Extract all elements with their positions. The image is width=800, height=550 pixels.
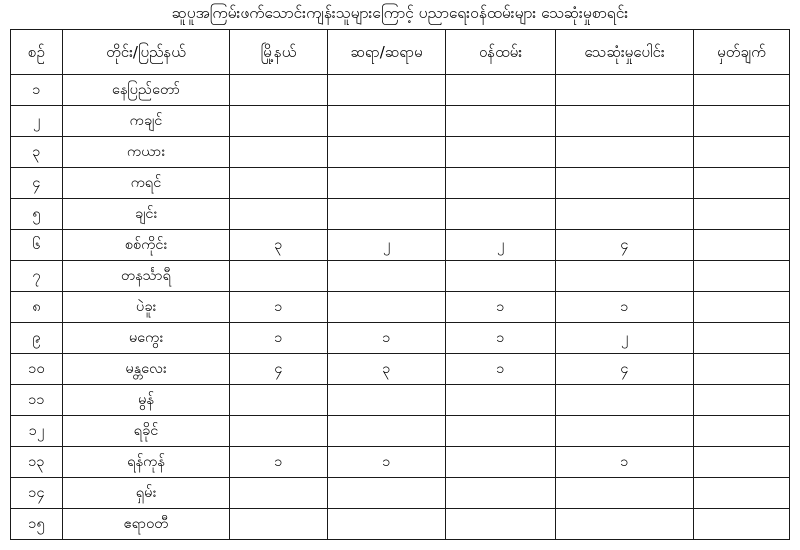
cell-total (556, 106, 694, 137)
cell-teachers (328, 509, 446, 540)
column-header-teachers: ဆရာ/ဆရာမ (328, 30, 446, 75)
cell-township: ၁ (230, 447, 328, 478)
cell-region: ဧရာဝတီ (63, 509, 230, 540)
cell-township (230, 168, 328, 199)
cell-total: ၁ (556, 292, 694, 323)
cell-region: ရခိုင် (63, 416, 230, 447)
cell-region: ကရင် (63, 168, 230, 199)
table-row (11, 478, 790, 509)
cell-no: ၁၀ (11, 354, 63, 385)
cell-no: ၇ (11, 261, 63, 292)
cell-region: ကချင် (63, 106, 230, 137)
cell-remark (694, 478, 790, 509)
cell-region: ပဲခူး (63, 292, 230, 323)
cell-remark (694, 416, 790, 447)
cell-teachers (328, 168, 446, 199)
table-row (11, 137, 790, 168)
column-header-no: စဉ် (11, 30, 63, 75)
cell-staff: ၁ (446, 292, 556, 323)
cell-teachers (328, 137, 446, 168)
cell-region: နေပြည်တော် (63, 75, 230, 106)
cell-township: ၁ (230, 323, 328, 354)
cell-region: ရှမ်း (63, 478, 230, 509)
page-title: ဆူပူအကြမ်းဖက်သောင်းကျန်းသူများကြောင့် ပညာရေးဝန်ထမ်းများ သေဆုံးမှုစာရင်း (171, 4, 629, 22)
cell-remark (694, 385, 790, 416)
cell-remark (694, 261, 790, 292)
column-header-remark: မှတ်ချက် (694, 30, 790, 75)
cell-township (230, 478, 328, 509)
cell-township (230, 137, 328, 168)
cell-remark (694, 137, 790, 168)
cell-staff (446, 199, 556, 230)
cell-total (556, 75, 694, 106)
table-row (11, 168, 790, 199)
cell-staff (446, 168, 556, 199)
cell-teachers: ၃ (328, 354, 446, 385)
cell-total: ၄ (556, 230, 694, 261)
cell-teachers: ၁ (328, 323, 446, 354)
cell-staff: ၂ (446, 230, 556, 261)
cell-no: ၃ (11, 137, 63, 168)
cell-no: ၅ (11, 199, 63, 230)
cell-region: ချင်း (63, 199, 230, 230)
table-body (11, 75, 790, 540)
cell-total (556, 261, 694, 292)
cell-teachers: ၂ (328, 230, 446, 261)
cell-staff (446, 416, 556, 447)
cell-no: ၉ (11, 323, 63, 354)
cell-township (230, 106, 328, 137)
cell-remark (694, 199, 790, 230)
table-row (11, 230, 790, 261)
cell-staff (446, 137, 556, 168)
cell-region: ရန်ကုန် (63, 447, 230, 478)
cell-total (556, 478, 694, 509)
cell-staff (446, 261, 556, 292)
cell-remark (694, 230, 790, 261)
table-row (11, 75, 790, 106)
cell-township (230, 385, 328, 416)
table-row (11, 354, 790, 385)
cell-staff (446, 75, 556, 106)
table-row (11, 323, 790, 354)
cell-remark (694, 354, 790, 385)
cell-township: ၃ (230, 230, 328, 261)
table-header-row (11, 30, 790, 75)
cell-region: စစ်ကိုင်း (63, 230, 230, 261)
cell-teachers (328, 106, 446, 137)
cell-total (556, 416, 694, 447)
cell-remark (694, 292, 790, 323)
cell-region: မွန် (63, 385, 230, 416)
table-row (11, 106, 790, 137)
cell-remark (694, 106, 790, 137)
cell-no: ၄ (11, 168, 63, 199)
cell-township (230, 509, 328, 540)
cell-no: ၁၂ (11, 416, 63, 447)
column-header-region: တိုင်း/ပြည်နယ် (63, 30, 230, 75)
cell-teachers (328, 75, 446, 106)
table-row (11, 416, 790, 447)
cell-teachers (328, 478, 446, 509)
cell-staff: ၁ (446, 354, 556, 385)
cell-staff (446, 509, 556, 540)
column-header-staff: ဝန်ထမ်း (446, 30, 556, 75)
table-row (11, 385, 790, 416)
cell-remark (694, 323, 790, 354)
cell-teachers: ၁ (328, 447, 446, 478)
cell-staff (446, 106, 556, 137)
cell-staff (446, 478, 556, 509)
cell-total: ၄ (556, 354, 694, 385)
table-row (11, 447, 790, 478)
cell-no: ၁၅ (11, 509, 63, 540)
cell-region: မကွေး (63, 323, 230, 354)
table-row (11, 199, 790, 230)
cell-remark (694, 509, 790, 540)
cell-township (230, 261, 328, 292)
cell-staff (446, 447, 556, 478)
casualty-table (10, 29, 790, 540)
cell-total: ၂ (556, 323, 694, 354)
cell-total: ၁ (556, 447, 694, 478)
cell-remark (694, 447, 790, 478)
cell-total (556, 509, 694, 540)
cell-region: တနင်္သာရီ (63, 261, 230, 292)
column-header-total: သေဆုံးမှုပေါင်း (556, 30, 694, 75)
cell-no: ၈ (11, 292, 63, 323)
cell-teachers (328, 292, 446, 323)
cell-total (556, 385, 694, 416)
cell-teachers (328, 199, 446, 230)
cell-teachers (328, 416, 446, 447)
column-header-township: မြို့နယ် (230, 30, 328, 75)
cell-township (230, 199, 328, 230)
cell-remark (694, 75, 790, 106)
table-header (11, 30, 790, 75)
cell-no: ၁ (11, 75, 63, 106)
table-row (11, 261, 790, 292)
cell-township (230, 416, 328, 447)
cell-staff (446, 385, 556, 416)
cell-region: ကယား (63, 137, 230, 168)
cell-total (556, 199, 694, 230)
cell-total (556, 168, 694, 199)
cell-no: ၆ (11, 230, 63, 261)
cell-no: ၁၃ (11, 447, 63, 478)
cell-region: မန္တလေး (63, 354, 230, 385)
cell-no: ၁၄ (11, 478, 63, 509)
cell-no: ၂ (11, 106, 63, 137)
cell-teachers (328, 261, 446, 292)
cell-total (556, 137, 694, 168)
cell-remark (694, 168, 790, 199)
cell-no: ၁၁ (11, 385, 63, 416)
cell-township (230, 75, 328, 106)
cell-staff: ၁ (446, 323, 556, 354)
table-row (11, 509, 790, 540)
cell-township: ၄ (230, 354, 328, 385)
cell-teachers (328, 385, 446, 416)
table-row (11, 292, 790, 323)
cell-township: ၁ (230, 292, 328, 323)
